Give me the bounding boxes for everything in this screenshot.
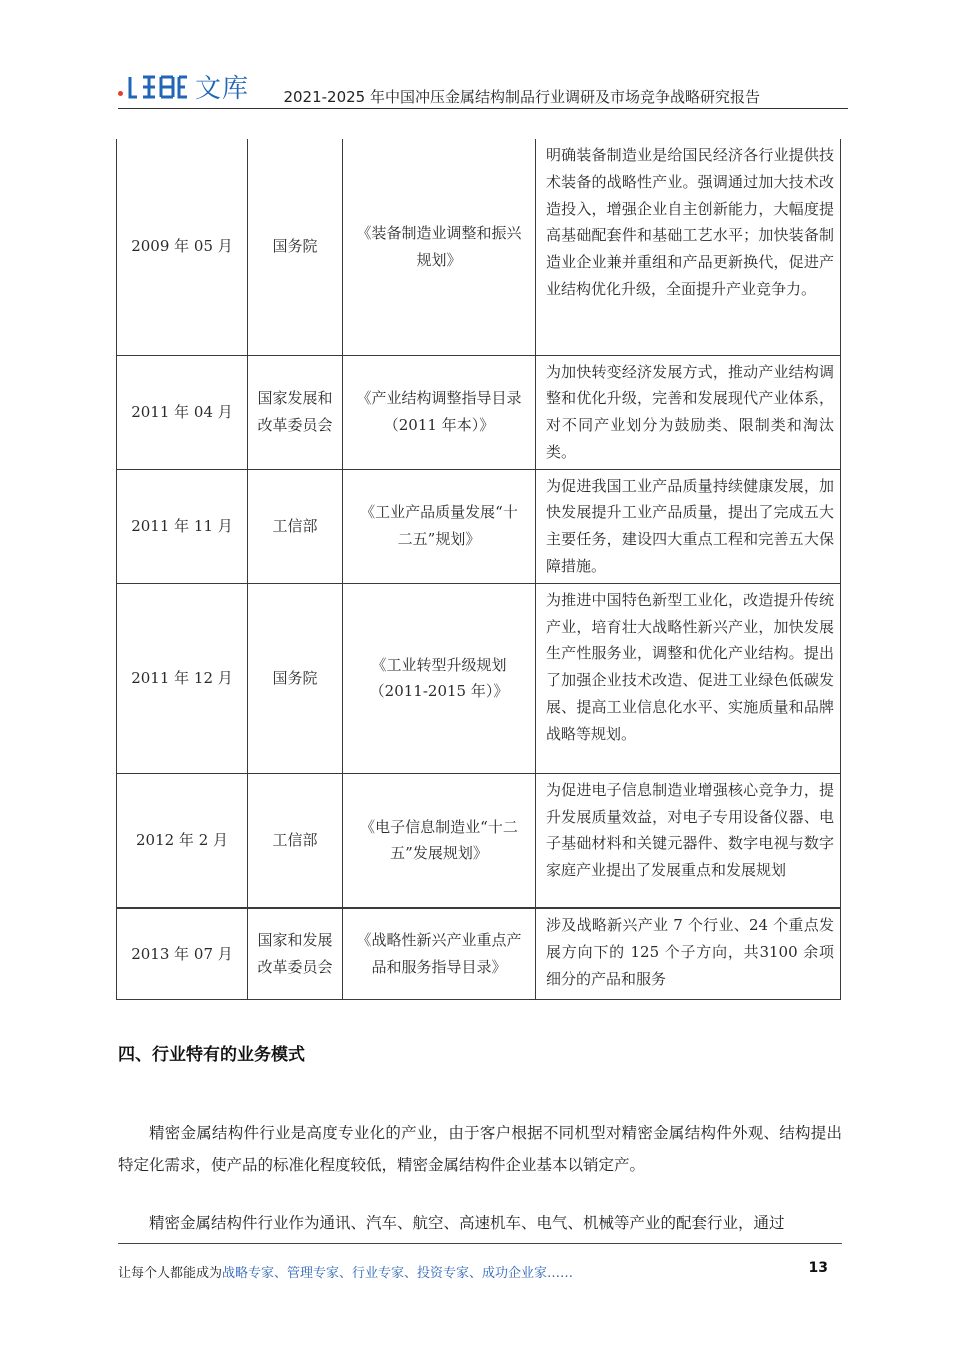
row-description: 为促进我国工业产品质量持续健康发展，加快发展提升工业产品质量，提出了完成五大主要任务，建设四大重点工程和完善五大保障措施。 [536,469,841,583]
report-title: 2021-2025 年中国冲压金属结构制品行业调研及市场竞争战略研究报告 [283,88,760,106]
table-row [117,909,841,1000]
footer-highlight-text: 战略专家、管理专家、行业专家、投资专家、成功企业家…… [222,1266,574,1281]
logo-mark-icon [127,74,189,100]
row-document: 《产业结构调整指导目录（2011 年本）》 [343,355,536,469]
footer-slogan [118,1262,573,1281]
row-department: 工信部 [248,773,343,907]
row-description: 为促进电子信息制造业增强核心竞争力，提升发展质量效益，对电子专用设备仪器、电子基础材料和关键元器件、数字电视与数字家庭产业提出了发展重点和发展规划 [536,773,841,907]
row-date: 2011 年 04 月 [117,355,248,469]
body-paragraph: 精密金属结构件行业作为通讯、汽车、航空、高速机车、电气、机械等产业的配套行业，通过 [149,1213,785,1232]
policy-table-continued [116,908,841,1000]
row-document: 《工业产品质量发展“十二五”规划》 [343,469,536,583]
page-number: 13 [808,1260,828,1276]
row-description: 涉及战略新兴产业 7 个行业、24 个重点发展方向下的 125 个子方向，共3100 余项细分的产品和服务 [536,909,841,1000]
row-date: 2009 年 05 月 [117,139,248,355]
policy-table-part-1 [116,139,840,908]
row-document: 《战略性新兴产业重点产品和服务指导目录》 [343,909,536,1000]
row-date: 2013 年 07 月 [117,909,248,1000]
row-date: 2011 年 11 月 [117,469,248,583]
row-department: 国家和发展改革委员会 [248,909,343,1000]
section-heading: 四、行业特有的业务模式 [118,1045,305,1065]
footer-lead-text: 让每个人都能成为 [118,1266,223,1281]
logo[interactable] [118,68,249,105]
row-description: 为加快转变经济发展方式，推动产业结构调整和优化升级，完善和发展现代产业体系，对不同产业划分为鼓励类、限制类和淘汰类。 [536,355,841,469]
table-row [117,355,841,469]
row-document: 《电子信息制造业“十二五”发展规划》 [343,773,536,907]
policy-table [116,139,841,908]
logo-dot [118,91,123,96]
header-divider [118,108,848,109]
row-department: 国务院 [248,583,343,773]
row-document: 《装备制造业调整和振兴规划》 [343,139,536,355]
body-paragraph: 精密金属结构件行业是高度专业化的产业，由于客户根据不同机型对精密金属结构件外观、结构提出特定化需求，使产品的标准化程度较低，精密金属结构件企业基本以销定产。 [118,1123,842,1174]
row-description: 为推进中国特色新型工业化，改造提升传统产业，培育壮大战略性新兴产业，加快发展生产性服务业，调整和优化产业结构。提出了加强企业技术改造、促进工业绿色低碳发展、提高工业信息化水平、实施质量和品牌战略等规划。 [536,583,841,773]
table-row [117,469,841,583]
row-description: 明确装备制造业是给国民经济各行业提供技术装备的战略性产业。强调通过加大技术改造投入，增强企业自主创新能力，大幅度提高基础配套件和基础工艺水平；加快装备制造业企业兼并重组和产品更新换代，促进产业结构优化升级，全面提升产业竞争力。 [536,139,841,355]
page-header [0,0,960,115]
row-department: 工信部 [248,469,343,583]
row-department: 国务院 [248,139,343,355]
policy-table-part-2 [116,908,840,1000]
table-row [117,583,841,773]
footer-divider [118,1243,842,1244]
row-date: 2012 年 2 月 [117,773,248,907]
logo-text: 文库 [195,74,250,104]
row-department: 国家发展和改革委员会 [248,355,343,469]
row-date: 2011 年 12 月 [117,583,248,773]
table-row [117,139,841,355]
row-document: 《工业转型升级规划（2011-2015 年）》 [343,583,536,773]
table-row [117,773,841,907]
